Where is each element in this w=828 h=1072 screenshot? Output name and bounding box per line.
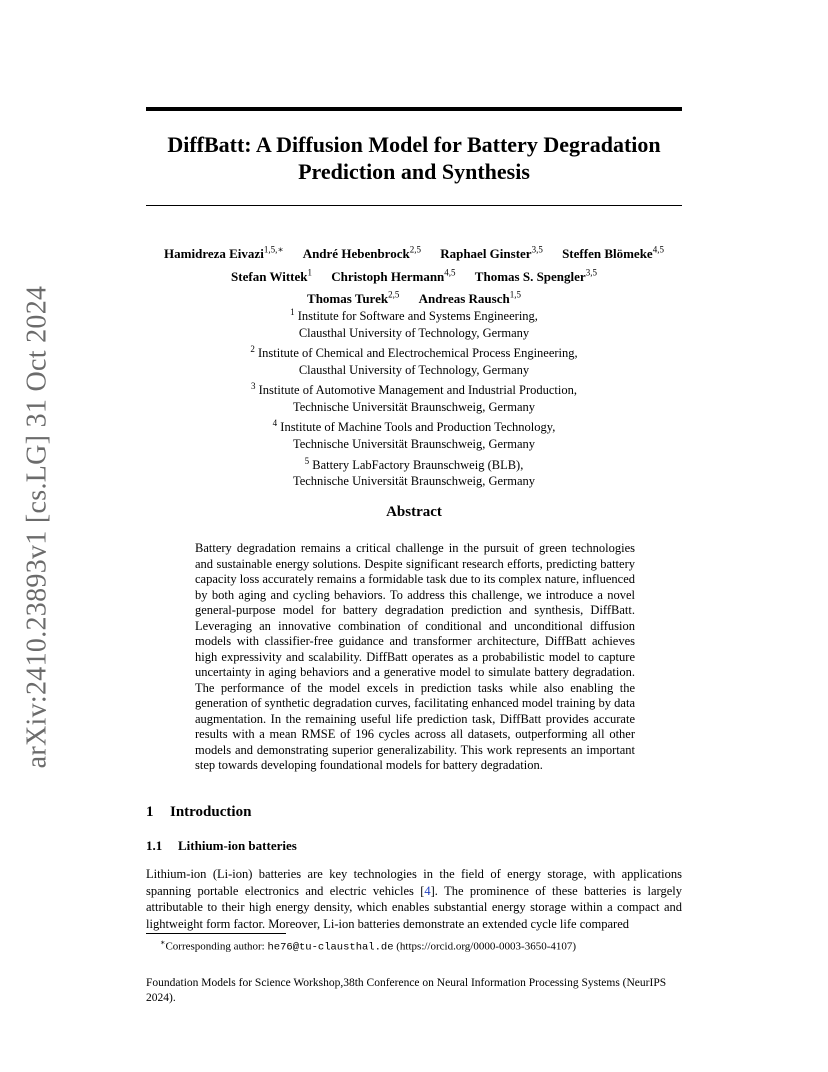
affiliation-university: Clausthal University of Technology, Germany (298, 325, 530, 340)
venue-note: Foundation Models for Science Workshop,38th Conference on Neural Information Processing Systems (NeurIPS 2024). (146, 977, 667, 1004)
author-affiliation-marks: 3,5 (531, 245, 543, 255)
footnote (160, 938, 576, 954)
intro-text-after-citation: ]. The prominence of these batteries is largely attributable to their high energy density, which enables substantial energy storage within a compact and lightweight form factor. Moreover, Li-ion batteries demonstrate an extended cycle life compared (146, 883, 682, 931)
author-line (140, 263, 688, 285)
paper-title (146, 131, 682, 185)
subsection-title: Lithium-ion batteries (178, 838, 297, 853)
author-name: Raphael Ginster (440, 246, 532, 262)
title-line-1: DiffBatt: A Diffusion Model for Battery Degradation (167, 132, 661, 157)
title-line-2: Prediction and Synthesis (298, 159, 530, 184)
author-name: Thomas Turek (307, 290, 389, 306)
author-affiliation-marks: 1,5,∗ (263, 245, 284, 255)
author (440, 246, 543, 261)
footnote-rule (146, 933, 286, 934)
author-affiliation-marks: 1,5 (509, 289, 521, 300)
author-affiliation-marks: 4,5 (444, 267, 456, 278)
abstract-text: Battery degradation remains a critical challenge in the pursuit of green technologies and sustainable energy solutions. Despite significant research efforts, predicting battery capacity loss accurately remains a formidable task due to its complex nature, influenced by both aging and cycling behaviors. To address this challenge, we introduce a novel general-purpose model for battery degradation prediction and synthesis, DiffBatt. Leveraging an innovative combination of conditional and unconditional diffusion models with classifier-free guidance and transformer architecture, DiffBatt achieves high expressivity and scalability. DiffBatt operates as a probabilistic model to capture uncertainty in aging behaviors and a generative model to simulate battery degradation. The performance of the model excels in prediction tasks while also enabling the generation of synthetic degradation curves, facilitating enhanced model training by data augmentation. In the remaining useful life prediction task, DiffBatt provides accurate results with a mean RMSE of 196 cycles across all datasets, outperforming all other models and demonstrating superior generalizability. This work represents an important step towards developing foundational models for battery degradation. (195, 541, 635, 772)
section-title: Introduction (170, 804, 252, 820)
corresponding-email[interactable]: he76@tu-clausthal.de (267, 941, 394, 954)
affiliation (200, 453, 628, 490)
section-number: 1 (146, 804, 154, 820)
author-list (140, 241, 688, 308)
subsection-heading (146, 838, 297, 854)
author-affiliation-marks: 4,5 (652, 245, 664, 255)
author-name: André Hebenbrock (302, 246, 410, 262)
section-heading (146, 804, 251, 821)
intro-paragraph (146, 866, 682, 932)
affiliation-institute: Institute for Software and Systems Engineering, (297, 309, 538, 324)
affiliation-number: 4 (272, 418, 278, 429)
author-name: Hamidreza Eivazi (164, 246, 264, 262)
author (475, 269, 597, 284)
author-affiliation-marks: 2,5 (388, 289, 400, 300)
author-name: Stefan Wittek (231, 268, 308, 284)
affiliation-institute: Institute of Chemical and Electrochemical Process Engineering, (257, 346, 578, 361)
affiliation-university: Clausthal University of Technology, Germany (298, 362, 530, 377)
author (231, 269, 312, 284)
author-name: Andreas Rausch (418, 290, 510, 306)
affiliation-university: Technische Universität Braunschweig, Germany (292, 474, 536, 489)
affiliation-number: 2 (250, 344, 255, 355)
affiliation (200, 304, 628, 341)
affiliation-university: Technische Universität Braunschweig, Germany (292, 399, 536, 414)
affiliation-list (200, 304, 628, 490)
affiliation (200, 341, 628, 378)
abstract-heading: Abstract (386, 504, 442, 520)
title-bottom-rule (146, 205, 682, 206)
author (562, 246, 664, 261)
author (303, 246, 421, 261)
affiliation-institute: Institute of Automotive Management and Industrial Production, (258, 383, 577, 398)
citation-link[interactable]: 4 (424, 883, 431, 898)
author-affiliation-marks: 3,5 (585, 267, 597, 278)
affiliation-institute: Institute of Machine Tools and Production Technology, (280, 420, 556, 435)
orcid-link[interactable]: (https://orcid.org/0000-0003-3650-4107) (393, 940, 577, 953)
affiliation-number: 5 (304, 455, 310, 466)
subsection-number: 1.1 (146, 838, 163, 853)
author (164, 246, 283, 261)
intro-text-before-citation: Lithium-ion (Li-ion) batteries are key technologies in the field of energy storage, with applications spanning portable electronics and electric vehicles [ (146, 867, 682, 898)
affiliation-university: Technische Universität Braunschweig, Germany (292, 437, 536, 452)
author-line (140, 241, 688, 263)
author-name: Christoph Hermann (331, 268, 445, 284)
arxiv-identifier (14, 282, 60, 772)
affiliation (200, 378, 628, 415)
affiliation (200, 415, 628, 452)
author (331, 269, 455, 284)
author-name: Thomas S. Spengler (474, 268, 586, 284)
arxiv-identifier-text: arXiv:2410.23893v1 [cs.LG] 31 Oct 2024 (21, 285, 52, 769)
title-top-rule (146, 107, 682, 111)
author-name: Steffen Blömeke (562, 246, 653, 262)
affiliation-number: 3 (251, 381, 256, 392)
author-affiliation-marks: 2,5 (409, 245, 421, 255)
footnote-label: Corresponding author: (165, 940, 268, 953)
footnote-mark: ∗ (160, 938, 166, 947)
affiliation-number: 1 (290, 307, 295, 317)
author-affiliation-marks: 1 (307, 267, 312, 278)
affiliation-institute: Battery LabFactory Braunschweig (BLB), (312, 457, 524, 472)
